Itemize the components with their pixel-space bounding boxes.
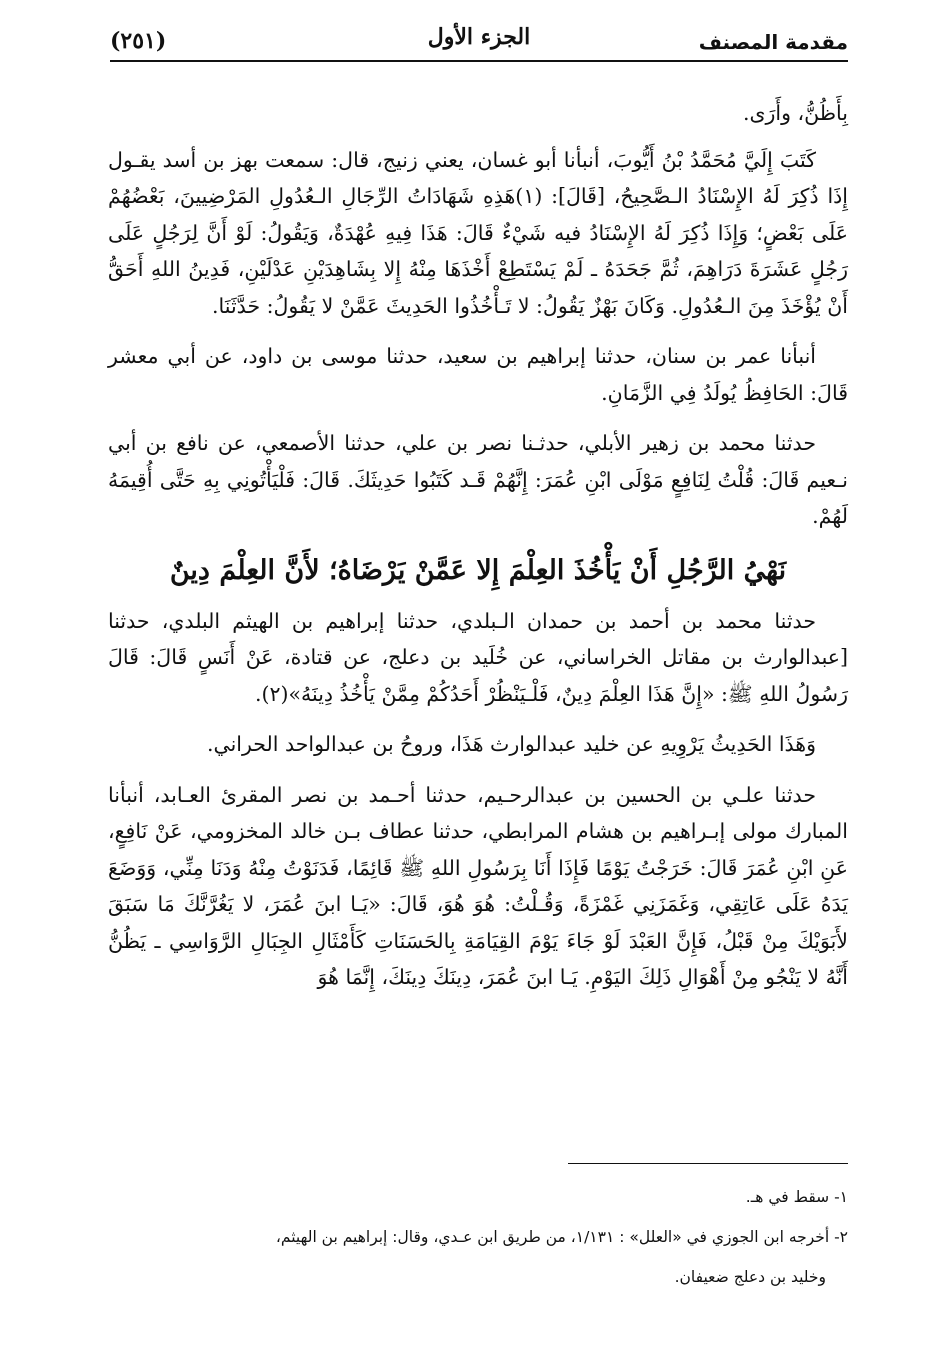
paragraph: وَهَذَا الحَدِيثُ يَرْوِيهِ عن خليد عبدالوارث هَذَا، وروحُ بن عبدالواحد الحراني. bbox=[206, 732, 816, 756]
main-text bbox=[108, 95, 848, 1010]
paragraph: حدثنا محمد بن أحمد بن حمدان الـبلدي، حدثنا إبراهيم بن الهيثم البلدي، حدثنا [عبدالوارث بن مقاتل الخراساني، عن خُلَيد بن دعلج، عن قتادة، عَنْ أَنَسٍ قَالَ: قَالَ رَسُولُ اللهِ ﷺ: «إِنَّ هَذَا العِلْمَ دِينٌ، فَلْـيَنْظُرْ أَحَدُكُمْ مِمَّنْ يَأْخُذُ دِينَهُ»(٢). bbox=[108, 608, 848, 706]
paragraph: كَتَبَ إِلَيَّ مُحَمَّدُ بْنُ أَيُّوبَ، أنبأنا أبو غسان، يعني زنيج، قال: سمعت بهز بن أسد يقـول إِذَا ذُكِرَ لَهُ الإِسْنَادُ الـصَّحِيحُ، [قَالَ]: (١)هَذِهِ شَهَادَاتُ الرِّجَالِ الـعُدُولِ المَرْضِيينَ، بَعْضُهُمْ عَلَى بَعْضٍ؛ وَإِذَا ذُكِرَ لَهُ الإِسْنَادُ فيه شَيْءٌ قَالَ: هَذَا فِيهِ عُهْدَةٌ، وَيَقُولُ: لَوْ أَنَّ لِرَجُلٍ عَلَى رَجُلٍ عَشَرَةَ دَرَاهِمَ، ثُمَّ جَحَدَهُ ـ لَمْ يَسْتَطِعْ أَخْذَهَا مِنْهُ إِلا بِشَاهِدَيْنِ عَدْلَيْنِ، فَدِينُ اللهِ أَحَقُّ أَنْ يُؤْخَذَ مِنَ الـعُدُولِ. وَكَانَ بَهْزٌ يَقُولُ: لا تَـأْخُذُوا الحَدِيثَ عَمَّنْ لا يَقُولُ: حَدَّثَنَا. bbox=[108, 147, 849, 318]
footnote: ٢- أخرجه ابن الجوزي في «العلل» : ١/١٣١، من طريق ابن عـدي، وقال: إبراهيم بن الهيثم، bbox=[275, 1228, 848, 1246]
paragraph: حدثنا محمد بن زهير الأبلي، حدثـنا نصر بن علي، حدثنا الأصمعي، عن نافع بن أبي نـعيم قَالَ: قُلْتُ لِنَافِعٍ مَوْلَى ابْنِ عُمَرَ: إِنَّهُمْ قَـد كَتَبُوا حَدِيثَكَ. قَالَ: فَلْيَأْتُونِي بِهِ حَتَّى أُقِيمَهُ لَهُمْ. bbox=[108, 431, 848, 528]
page-number: (٢٥١) bbox=[110, 28, 167, 54]
paragraph: حدثنا علـي بن الحسين بن عبدالرحـيم، حدثنا أحـمد بن نصر المقرئ العـابد، أنبأنا المبارك مولى إبـراهيم بن هشام المرابطي، حدثنا عطاف بـن خالد المخزومي، عَنْ نَافِعٍ، عَنِ ابْنِ عُمَرَ قَالَ: خَرَجْتُ يَوْمًا فَإِذَا أَنَا بِرَسُولِ اللهِ ﷺ قَائِمًا، فَدَنَوْتُ مِنْهُ وَدَنَا مِنِّي، وَوَضَعَ يَدَهُ عَلَى عَاتِقِي، وَغَمَزَنِي غَمْزَةً، وَقُـلْتُ: هُوَ هُوَ، قَالَ: «يَـا ابنَ عُمَرَ، لا يَغُرَّنَّكَ مَا سَبَقَ لأَبَوَيْكَ مِنْ قَبْلُ، فَإِنَّ العَبْدَ لَوْ جَاءَ يَوْمَ القِيَامَةِ بِالحَسَنَاتِ كَأَمْثَالِ الجِبَالِ الرَّوَاسِي ـ يَظُنُّ أَنَّهُ لا يَنْجُو مِنْ أَهْوَالِ ذَلِكَ اليَوْمِ. يَـا ابنَ عُمَرَ، دِينَكَ دِينَكَ، إِنَّمَا هُوَ bbox=[108, 782, 848, 989]
footnote-divider bbox=[568, 1163, 848, 1164]
running-header bbox=[110, 20, 848, 62]
footnote-continuation: وخليد بن دعلج ضعيفان. bbox=[674, 1268, 826, 1286]
header-volume: الجزء الأول bbox=[427, 24, 531, 50]
footnote: ١- سقط في هـ. bbox=[745, 1188, 848, 1206]
paragraph: بِأَظُنُّ، وأَرَى. bbox=[742, 101, 848, 125]
section-heading: نَهْيُ الرَّجُلِ أَنْ يَأْخُذَ العِلْمَ إِلا عَمَّنْ يَرْضَاهُ؛ لأَنَّ العِلْمَ دِينٌ bbox=[169, 554, 787, 586]
footnotes bbox=[108, 1180, 848, 1300]
paragraph: أنبأنا عمر بن سنان، حدثنا إبراهيم بن سعيد، حدثنا موسى بن داود، عن أبي معشر قَالَ: الحَافِظُ يُولَدُ فِي الزَّمَانِ. bbox=[108, 344, 848, 405]
header-section-title: مقدمة المصنف bbox=[698, 30, 848, 54]
